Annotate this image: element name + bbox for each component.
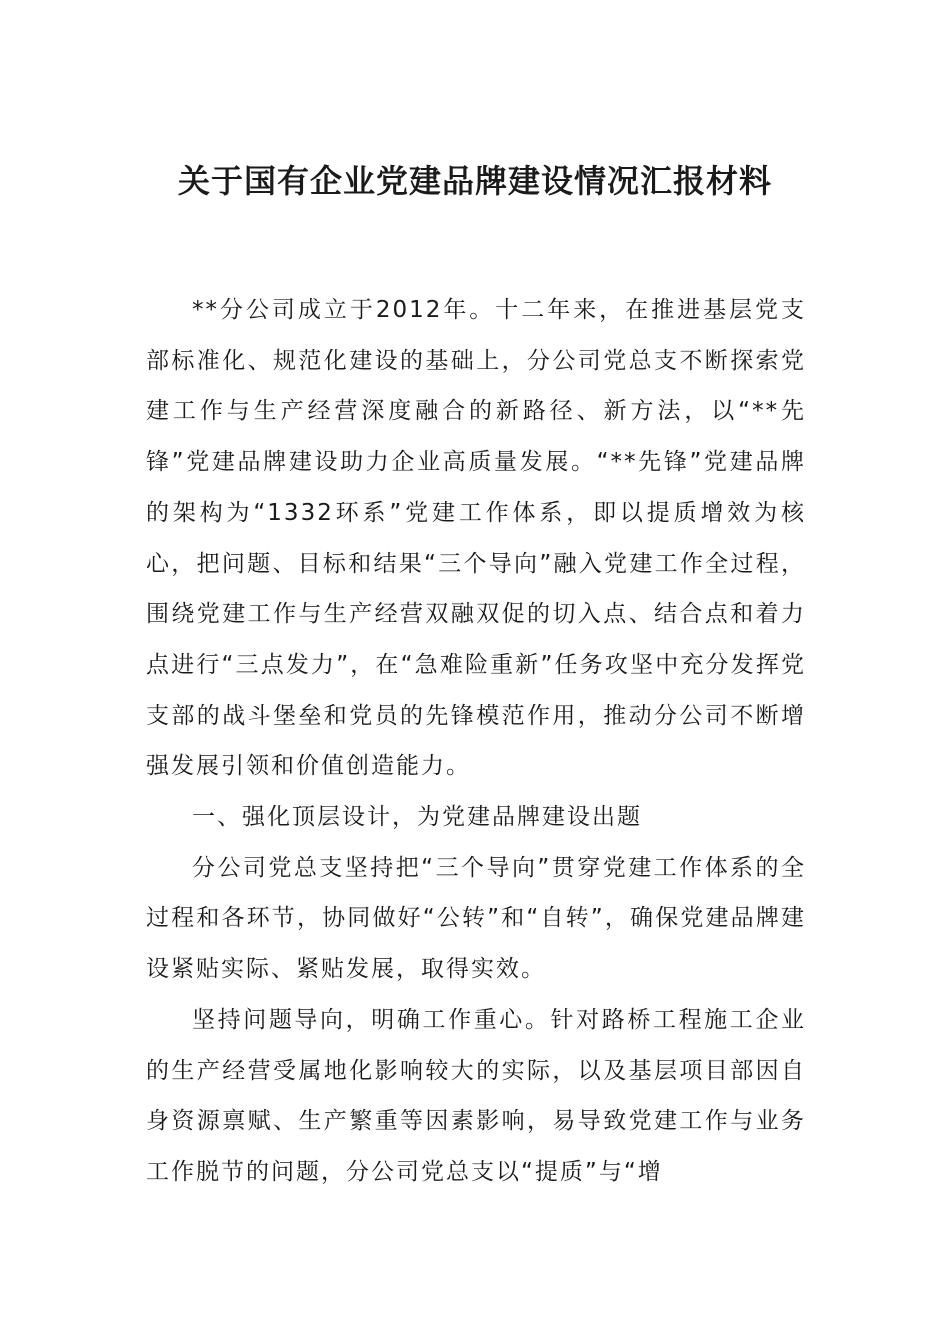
paragraph-intro: **分公司成立于2012年。十二年来，在推进基层党支部标准化、规范化建设的基础上，分公司党总支不断探索党建工作与生产经营深度融合的新路径、新方法，以“**先锋”党建品牌建设助力企业高质量发展。“**先锋”党建品牌的架构为“1332环系”党建工作体系，即以提质增效为核心，把问题、目标和结果“三个导向”融入党建工作全过程，围绕党建工作与生产经营双融双促的切入点、结合点和着力点进行“三点发力”，在“急难险重新”任务攻坚中充分发挥党支部的战斗堡垒和党员的先锋模范作用，推动分公司不断增强发展引领和价值创造能力。 xyxy=(146,297,806,780)
paragraph-section-1: 分公司党总支坚持把“三个导向”贯穿党建工作体系的全过程和各环节，协同做好“公转”和“自转”，确保党建品牌建设紧贴实际、紧贴发展，取得实效。 xyxy=(146,854,806,983)
document-title: 关于国有企业党建品牌建设情况汇报材料 xyxy=(177,162,772,200)
paragraph-problem-orientation: 坚持问题导向，明确工作重心。针对路桥工程施工企业的生产经营受属地化影响较大的实际，以及基层项目部因自身资源禀赋、生产繁重等因素影响，易导致党建工作与业务工作脱节的问题，分公司党总支以“提质”与“增 xyxy=(146,1006,806,1185)
document-body xyxy=(146,285,806,1198)
section-heading-1: 一、强化顶层设计，为党建品牌建设出题 xyxy=(192,804,642,831)
